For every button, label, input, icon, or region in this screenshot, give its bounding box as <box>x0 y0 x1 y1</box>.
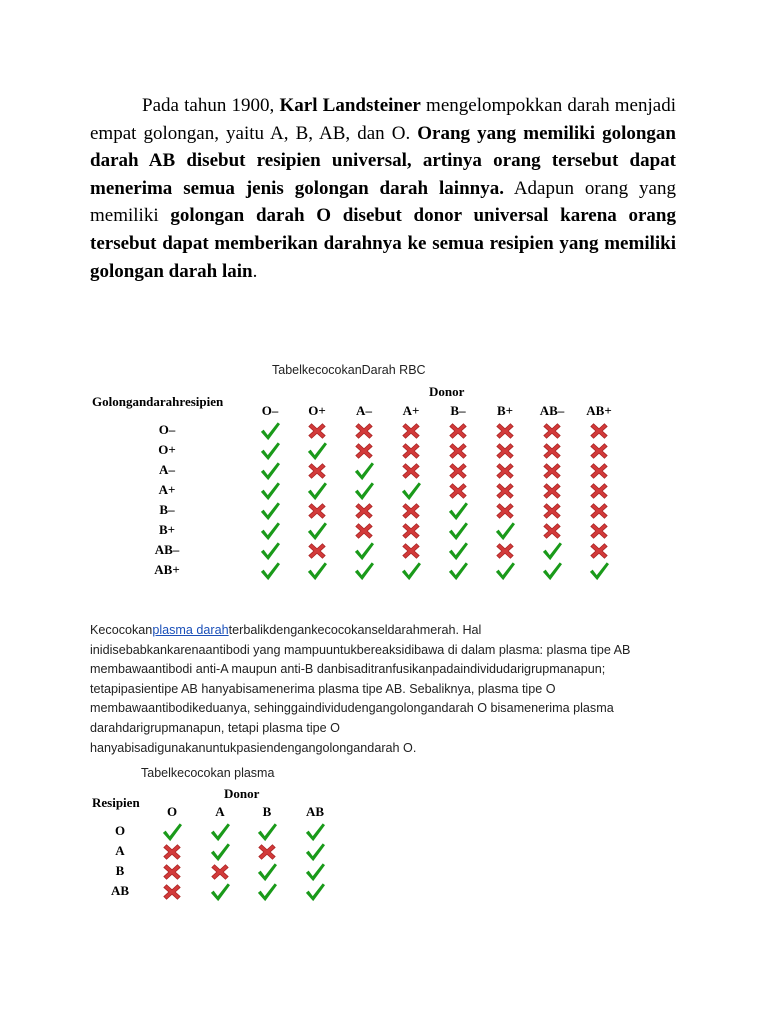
check-icon <box>259 441 281 461</box>
check-icon <box>259 501 281 521</box>
rbc-row-header: AB+ <box>154 562 180 577</box>
cross-icon <box>541 501 563 521</box>
cross-icon <box>588 421 610 441</box>
cross-icon <box>588 521 610 541</box>
plasma-col-header: A <box>215 804 225 819</box>
cross-icon <box>588 501 610 521</box>
cross-icon <box>306 421 328 441</box>
cross-icon <box>588 541 610 561</box>
check-icon <box>494 521 516 541</box>
rbc-col-header: B– <box>450 403 466 418</box>
plasma-col-header: B <box>262 804 272 819</box>
cross-icon <box>447 441 469 461</box>
check-icon <box>306 481 328 501</box>
rbc-recipient-label: Golongandarahresipien <box>92 394 224 409</box>
check-icon <box>494 561 516 581</box>
check-icon <box>259 541 281 561</box>
cross-icon <box>400 461 422 481</box>
cross-icon <box>353 521 375 541</box>
cross-icon <box>541 421 563 441</box>
rbc-row-header: B– <box>159 502 175 517</box>
plasma-paragraph <box>90 621 690 758</box>
check-icon <box>259 421 281 441</box>
para2-line-2: inidisebabkankarenaantibodi yang mampuuntukbereaksidibawa di dalam plasma: plasma tipe AB <box>90 642 631 657</box>
check-icon <box>353 461 375 481</box>
check-icon <box>259 561 281 581</box>
cross-icon <box>353 441 375 461</box>
para2-line-5: membawaantibodikeduanya, sehinggaindividudengangolongandarah O bisamenerima plasma <box>90 701 614 716</box>
rbc-col-header: AB+ <box>586 403 612 418</box>
check-icon <box>541 561 563 581</box>
rbc-row-header: AB– <box>154 542 180 557</box>
rbc-row-header: A+ <box>158 482 176 497</box>
intro-bold-ab: Orang yang memiliki golongan darah AB disebut resipien universal, artinya orang tersebut dapat menerima semua jenis golongan darah lainnya. <box>90 122 676 199</box>
cross-icon <box>588 481 610 501</box>
intro-text-1: Pada tahun 1900, <box>142 95 280 116</box>
cross-icon <box>306 501 328 521</box>
cross-icon <box>494 441 516 461</box>
cross-icon <box>494 461 516 481</box>
rbc-row-header: O– <box>158 422 176 437</box>
intro-text-2: mengelompokkan darah menjadi empat golongan, yaitu A, B, AB, dan O. <box>90 95 676 144</box>
plasma-row-header: AB <box>110 883 130 898</box>
cross-icon <box>353 421 375 441</box>
rbc-col-header: A– <box>356 403 372 418</box>
cross-icon <box>494 541 516 561</box>
check-icon <box>259 521 281 541</box>
intro-paragraph <box>90 92 676 285</box>
plasma-darah-link[interactable]: plasma darah <box>152 623 229 637</box>
check-icon <box>306 561 328 581</box>
cross-icon <box>256 842 278 862</box>
cross-icon <box>400 421 422 441</box>
cross-icon <box>447 461 469 481</box>
cross-icon <box>588 461 610 481</box>
rbc-row-header: B+ <box>158 522 176 537</box>
check-icon <box>541 541 563 561</box>
rbc-col-header: A+ <box>402 403 420 418</box>
check-icon <box>353 561 375 581</box>
cross-icon <box>447 421 469 441</box>
para2-line-4: tetapipasientipe AB hanyabisamenerima plasma tipe AB. Sebaliknya, plasma tipe O <box>90 681 556 696</box>
check-icon <box>306 441 328 461</box>
cross-icon <box>306 541 328 561</box>
check-icon <box>256 822 278 842</box>
cross-icon <box>306 461 328 481</box>
rbc-row-header: A– <box>159 462 175 477</box>
rbc-donor-label: Donor <box>429 384 465 399</box>
rbc-row-header: O+ <box>158 442 176 457</box>
check-icon <box>256 862 278 882</box>
check-icon <box>256 882 278 902</box>
para2-line-3: membawaantibodi anti-A maupun anti-B danbisaditranfusikanpadaindividudarigrupmanapun; <box>90 662 606 677</box>
check-icon <box>400 561 422 581</box>
check-icon <box>588 561 610 581</box>
cross-icon <box>400 541 422 561</box>
check-icon <box>161 822 183 842</box>
cross-icon <box>494 501 516 521</box>
cross-icon <box>494 481 516 501</box>
cross-icon <box>494 421 516 441</box>
rbc-col-header: B+ <box>496 403 514 418</box>
plasma-table-caption: Tabelkecocokan plasma <box>141 766 275 780</box>
cross-icon <box>588 441 610 461</box>
plasma-col-header: AB <box>305 804 325 819</box>
para2-line-7: hanyabisadigunakanuntukpasiendengangolongandarah O. <box>90 740 417 755</box>
check-icon <box>447 501 469 521</box>
intro-bold-o: golongan darah O disebut donor universal karena orang tersebut dapat memberikan darahnya ke semua resipien yang memiliki golongan darah lain <box>90 205 677 282</box>
check-icon <box>209 882 231 902</box>
cross-icon <box>447 481 469 501</box>
cross-icon <box>541 441 563 461</box>
cross-icon <box>400 521 422 541</box>
intro-bold-name: Karl Landsteiner <box>279 95 421 116</box>
cross-icon <box>541 521 563 541</box>
rbc-col-header: AB– <box>539 403 565 418</box>
cross-icon <box>161 842 183 862</box>
plasma-row-header: O <box>114 823 126 838</box>
plasma-row-header: B <box>115 863 125 878</box>
cross-icon <box>161 882 183 902</box>
rbc-table-caption: TabelkecocokanDarah RBC <box>272 363 426 377</box>
check-icon <box>209 822 231 842</box>
cross-icon <box>400 501 422 521</box>
check-icon <box>400 481 422 501</box>
check-icon <box>447 561 469 581</box>
intro-text-3: Adapun orang yang memiliki <box>90 177 676 227</box>
check-icon <box>304 842 326 862</box>
cross-icon <box>400 441 422 461</box>
cross-icon <box>353 501 375 521</box>
check-icon <box>209 842 231 862</box>
plasma-col-header: O <box>166 804 178 819</box>
cross-icon <box>209 862 231 882</box>
cross-icon <box>541 481 563 501</box>
check-icon <box>304 822 326 842</box>
check-icon <box>306 521 328 541</box>
plasma-row-header: A <box>115 843 125 858</box>
check-icon <box>447 541 469 561</box>
check-icon <box>304 882 326 902</box>
check-icon <box>304 862 326 882</box>
plasma-donor-label: Donor <box>224 786 260 801</box>
para2-line-1b: terbalikdengankecocokanseldarahmerah. Hal <box>228 623 482 637</box>
rbc-col-header: O– <box>261 403 279 418</box>
cross-icon <box>541 461 563 481</box>
rbc-col-header: O+ <box>308 403 326 418</box>
check-icon <box>353 541 375 561</box>
check-icon <box>353 481 375 501</box>
check-icon <box>259 461 281 481</box>
para2-line-6: darahdarigrupmanapun, tetapi plasma tipe O <box>90 720 340 735</box>
para2-line-1a: Kecocokan <box>90 623 153 637</box>
check-icon <box>259 481 281 501</box>
plasma-recipient-label: Resipien <box>92 795 140 810</box>
check-icon <box>447 521 469 541</box>
intro-text-4: . <box>252 260 258 282</box>
cross-icon <box>161 862 183 882</box>
